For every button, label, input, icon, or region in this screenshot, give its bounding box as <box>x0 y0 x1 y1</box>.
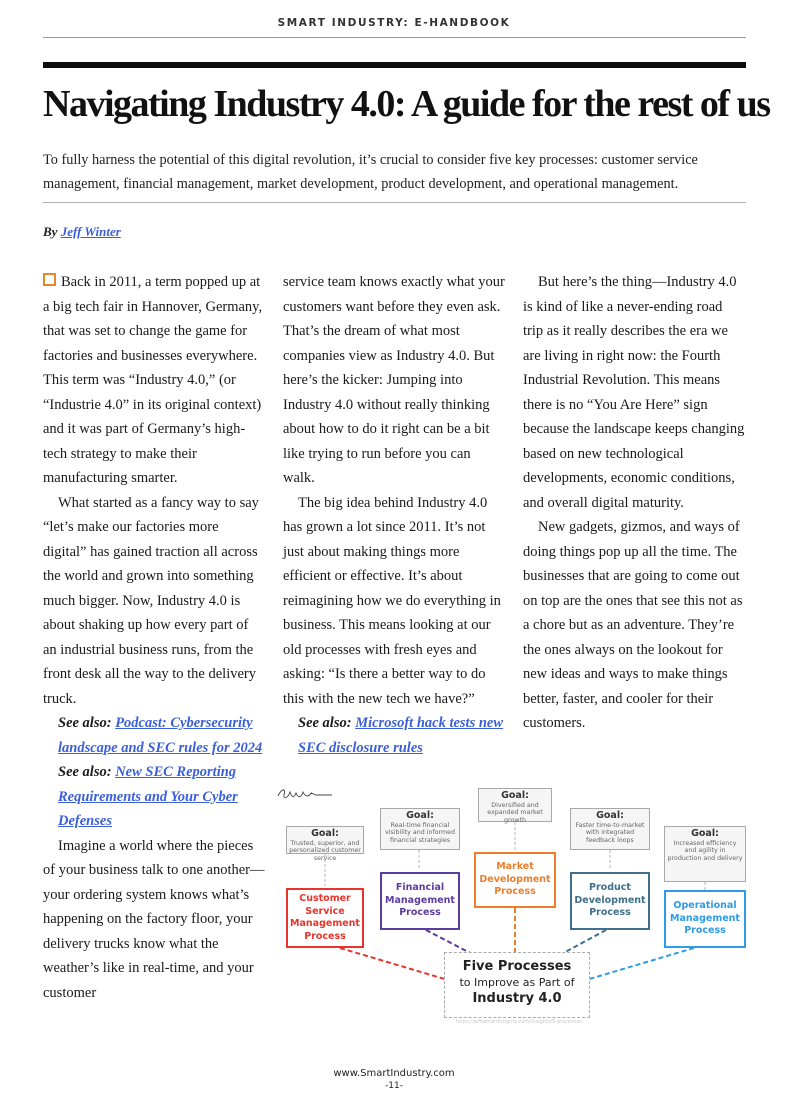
process-box-product-development: Product Development Process <box>570 872 650 930</box>
goal-text: Faster time-to-market with integrated feedback loops <box>575 822 645 844</box>
see-also-link-microsoft[interactable]: Microsoft hack tests new SEC disclosure rules <box>298 715 504 756</box>
column-3 <box>523 270 745 736</box>
goal-text: Trusted, superior, and personalized customer service <box>289 840 361 862</box>
author-link[interactable]: Jeff Winter <box>60 224 121 239</box>
see-also <box>283 711 505 760</box>
goal-text: Diversified and expanded market growth <box>487 802 543 824</box>
paragraph: But here’s the thing—Industry 4.0 is kind of like a never-ending road trip as it really describes the era we are living in right now: the Fourth Industrial Revolution. This means there is no “You Are Here” sign because the landscape keeps changing based on new technological developments, economic conditions, and overall digital maturity. <box>523 274 745 511</box>
center-box <box>444 952 590 1018</box>
center-line-1: Five Processes <box>462 959 572 974</box>
see-also <box>43 760 265 834</box>
paragraph: New gadgets, gizmos, and ways of doing things pop up all the time. The businesses that are going to come out on top are the ones that see this not as a chore but as an adventure. They’re the ones always on the lookout for new ideas and ways to make things better, faster, and cooler for their customers. <box>523 519 743 731</box>
paragraph: The big idea behind Industry 4.0 has grown a lot since 2011. It’s not just about making things more efficient or effective. It’s about reimagining how we do everything in business. This means looking at our old processes with fresh eyes and asking: “Is there a better way to do this with the new tech we have?” <box>283 494 501 707</box>
diagram-source-url: https://jeffwinterinsights.com/insights/5-processes <box>455 1019 582 1025</box>
see-also-label: See also: <box>58 764 112 780</box>
article-deck: To fully harness the potential of this digital revolution, it’s crucial to consider five key processes: customer service management, financial management, market development, product development, and operational management. <box>43 152 698 192</box>
goal-box <box>478 788 552 822</box>
column-1 <box>43 270 265 1005</box>
goal-box <box>380 808 460 850</box>
process-box-market-development: Market Development Process <box>474 852 556 908</box>
goal-heading: Goal: <box>406 810 434 821</box>
goal-heading: Goal: <box>501 790 529 801</box>
header-rule <box>43 37 746 38</box>
goal-box <box>664 826 746 882</box>
see-also <box>43 711 265 760</box>
paragraph: service team knows exactly what your customers want before they even ask. That’s the dream of what most companies view as Industry 4.0. But here’s the kicker: Jumping into Industry 4.0 without really thinking about how to do it right can be a bit like trying to run before you can walk. <box>283 274 505 486</box>
author-signature-icon <box>276 786 334 802</box>
paragraph-text: Back in 2011, a term popped up at a big tech fair in Hannover, Germany, that was set to change the game for factories and businesses everywhere. This term was “Industry 4.0,” (or “Industrie 4.0” in its original context) and it was part of Germany’s high-tech strategy to make their manufacturing smarter. <box>43 274 263 486</box>
see-also-label: See also: <box>58 715 112 731</box>
center-line-3: Industry 4.0 <box>472 991 562 1006</box>
column-2 <box>283 270 505 760</box>
see-also-link-podcast[interactable]: Podcast: Cybersecurity landscape and SEC rules for 2024 <box>58 715 263 756</box>
see-also-link-sec-reporting[interactable]: New SEC Reporting Requirements and Your Cyber Defenses <box>58 764 238 829</box>
process-box-customer-service: Customer Service Management Process <box>286 888 364 948</box>
goal-heading: Goal: <box>691 828 719 839</box>
goal-heading: Goal: <box>596 810 624 821</box>
goal-heading: Goal: <box>311 828 339 839</box>
publication-header: SMART INDUSTRY: E-HANDBOOK <box>277 17 511 29</box>
goal-text: Increased efficiency and agility in production and delivery <box>667 840 743 862</box>
article-title: Navigating Industry 4.0: A guide for the rest of us <box>43 83 770 125</box>
page-number: -11- <box>385 1081 403 1091</box>
title-rule <box>43 62 746 68</box>
byline-prefix: By <box>43 224 58 239</box>
footer-url: www.SmartIndustry.com <box>333 1068 455 1079</box>
five-processes-diagram <box>276 786 752 1032</box>
paragraph <box>43 270 265 491</box>
see-also-label: See also: <box>298 715 352 731</box>
section-marker-icon <box>43 273 56 286</box>
process-box-financial: Financial Management Process <box>380 872 460 930</box>
deck-rule <box>43 202 746 203</box>
goal-box <box>286 826 364 862</box>
goal-text: Real-time financial visibility and informed financial strategies <box>384 822 456 844</box>
paragraph: Imagine a world where the pieces of your business talk to one another—your ordering system knows what’s happening on the factory floor, your delivery trucks know what the weather’s like in real-time, and your customer <box>43 837 265 1001</box>
process-box-operational: Operational Management Process <box>664 890 746 948</box>
byline <box>43 224 121 240</box>
goal-box <box>570 808 650 850</box>
center-line-2: to Improve as Part of <box>459 976 575 989</box>
paragraph: What started as a fancy way to say “let’s make our factories more digital” has gained traction all across the world and grown into something much bigger. Now, Industry 4.0 is about shaking up how every part of an industrial business runs, from the front desk all the way to the delivery truck. <box>43 494 259 707</box>
